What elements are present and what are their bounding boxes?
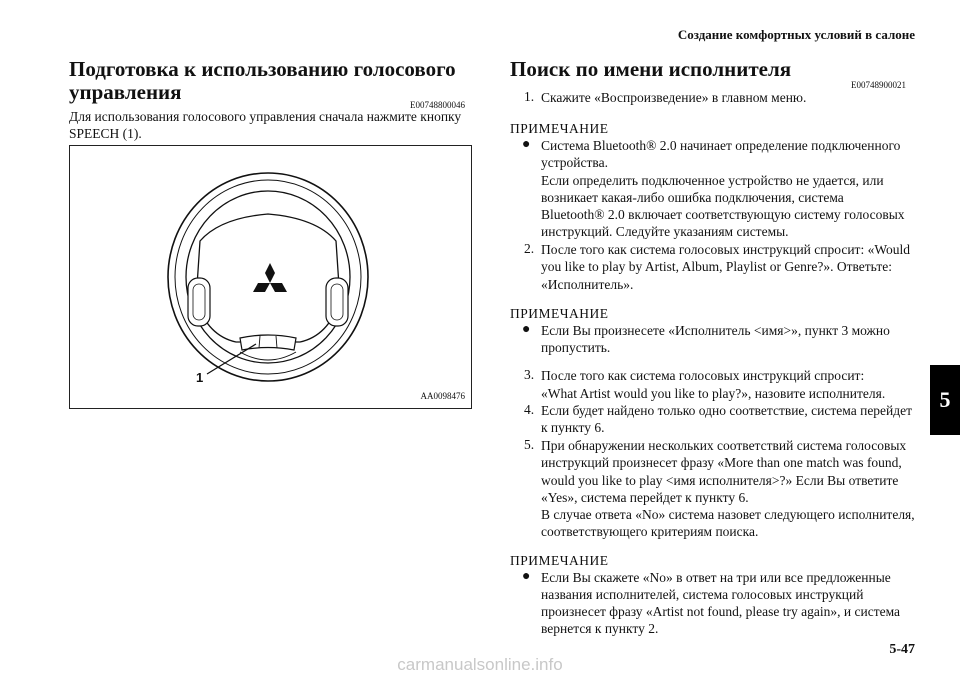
- step-2-line: После того как система голосовых инструкций спросит: «Would: [541, 242, 910, 257]
- step-5-line: would you like to play <имя исполнителя>?» Если Вы ответите: [541, 473, 899, 488]
- step-1-number: 1.: [524, 89, 535, 104]
- note-3-bullet: ●: [522, 569, 531, 584]
- step-2-number: 2.: [524, 241, 535, 256]
- note-1-line: возникает какая-либо ошибка подключения, система: [541, 190, 844, 205]
- note-3-line: вернется к пункту 2.: [541, 621, 659, 636]
- steering-wheel-illustration: [70, 146, 470, 407]
- note-2-bullet: ●: [522, 322, 531, 337]
- step-5-line: соответствующего критериям поиска.: [541, 524, 759, 539]
- page-number: 5-47: [889, 642, 915, 657]
- note-2-line: Если Вы произнесете «Исполнитель <имя>», пункт 3 можно: [541, 323, 890, 338]
- step-4-line: к пункту 6.: [541, 420, 605, 435]
- step-2-line: you like to play by Artist, Album, Playlist or Genre?». Ответьте:: [541, 259, 892, 274]
- note-1-line: Bluetooth® 2.0 включает соответствующую систему голосовых: [541, 207, 905, 222]
- steering-wheel-figure: [69, 145, 472, 409]
- figure-code: AA0098476: [420, 391, 465, 401]
- step-3-number: 3.: [524, 367, 535, 382]
- note-1-line: Система Bluetooth® 2.0 начинает определение подключенного: [541, 138, 901, 153]
- step-4-number: 4.: [524, 402, 535, 417]
- note-1-line: устройства.: [541, 155, 608, 170]
- step-4-line: Если будет найдено только одно соответствие, система перейдет: [541, 403, 913, 418]
- note-label-3: ПРИМЕЧАНИЕ: [510, 553, 609, 568]
- note-label-2: ПРИМЕЧАНИЕ: [510, 306, 609, 321]
- note-2-line: пропустить.: [541, 340, 611, 355]
- step-3-line: «What Artist would you like to play?», назовите исполнителя.: [541, 386, 886, 401]
- section-heading-left-line2: управления: [69, 80, 182, 104]
- intro-paragraph-line2: SPEECH (1).: [69, 126, 142, 141]
- note-3-line: Если Вы скажете «No» в ответ на три или все предложенные: [541, 570, 891, 585]
- step-5-line: В случае ответа «No» система назовет следующего исполнителя,: [541, 507, 915, 522]
- note-label-1: ПРИМЕЧАНИЕ: [510, 121, 609, 136]
- note-3-line: названия исполнителей, система голосовых инструкций: [541, 587, 864, 602]
- step-3-line: После того как система голосовых инструкций спросит:: [541, 368, 865, 383]
- step-5-number: 5.: [524, 437, 535, 452]
- note-1-bullet: ●: [522, 137, 531, 152]
- note-1-line: Если определить подключенное устройство не удается, или: [541, 173, 884, 188]
- callout-number-1: 1: [196, 370, 204, 385]
- section-heading-right: Поиск по имени исполнителя: [510, 57, 792, 81]
- step-2-line: «Исполнитель».: [541, 277, 634, 292]
- section-code-left: E00748800046: [410, 100, 465, 110]
- chapter-tab: 5: [930, 365, 960, 435]
- watermark: carmanualsonline.info: [397, 655, 563, 674]
- step-5-line: «Yes», система перейдет к пункту 6.: [541, 490, 749, 505]
- section-code-right: E00748900021: [851, 80, 906, 90]
- note-1-line: инструкций. Следуйте указаниям системы.: [541, 224, 789, 239]
- step-5-line: При обнаружении нескольких соответствий система голосовых: [541, 438, 907, 453]
- running-head: Создание комфортных условий в салоне: [677, 27, 915, 42]
- step-1-text: Скажите «Воспроизведение» в главном меню.: [541, 90, 807, 105]
- section-heading-left-line1: Подготовка к использованию голосового: [69, 57, 456, 81]
- intro-paragraph-line1: Для использования голосового управления сначала нажмите кнопку: [69, 109, 462, 124]
- step-5-line: инструкций произнесет фразу «More than one match was found,: [541, 455, 902, 470]
- note-3-line: произнесет фразу «Artist not found, please try again», и система: [541, 604, 901, 619]
